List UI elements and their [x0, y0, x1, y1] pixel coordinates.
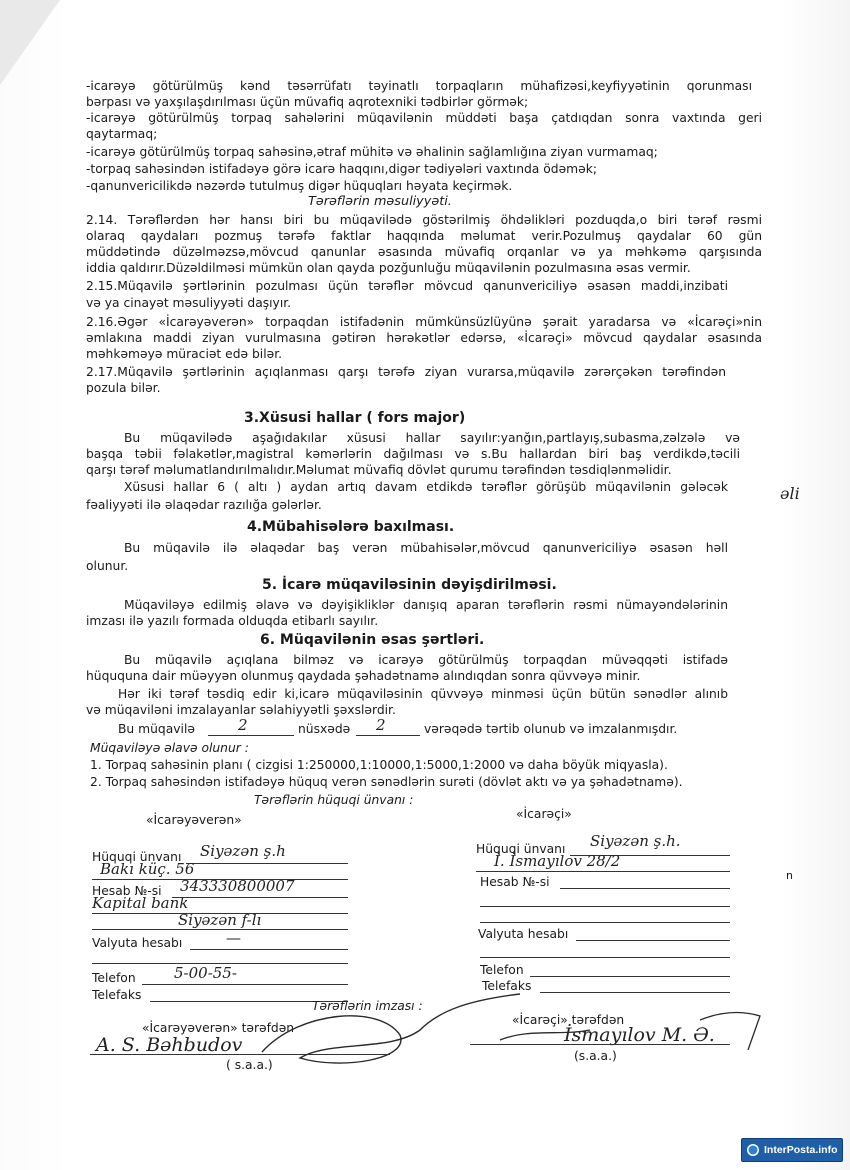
copies-prefix: Bu müqavilə	[118, 722, 195, 736]
lessee-signature-stroke	[500, 1013, 760, 1050]
lessee-address-1: Siyəzən ş.h.	[590, 832, 681, 850]
lessor-account-label: Hesab №-si	[92, 884, 162, 898]
obligation-line: -qanunvericilikdə nəzərdə tutulmuş digər hüquqları həyata keçirmək.	[86, 179, 513, 193]
lessor-bank-1: Kapital bank	[92, 894, 189, 912]
lessee-phone-label: Telefon	[480, 963, 524, 977]
lessee-title: «İcarəçi»	[516, 807, 572, 821]
clause-2-14: iddia qaldırır.Düzəldilməsi mümkün olan qayda pozğunluğu müqavilənin pozulmasına əsas vermir.	[86, 261, 691, 275]
lessor-saa: ( s.a.a.)	[226, 1058, 273, 1072]
lessor-phone: 5-00-55-	[174, 964, 237, 982]
section-5-text: Müqaviləyə edilmiş əlavə və dəyişikliklər danışıq aparan tərəflərin rəsmi nümayəndələrinin	[124, 598, 728, 612]
lessee-account-label: Hesab №-si	[480, 875, 550, 889]
section-5-text: imzası ilə yazılı formada olduqda etibarlı sayılır.	[86, 614, 379, 628]
copies-mid: nüsxədə	[298, 722, 351, 736]
watermark-label: InterPosta.info	[764, 1144, 838, 1156]
lessor-address-1: Siyəzən ş.h	[200, 842, 286, 860]
obligation-line: -icarəyə götürülmüş torpaq sahəsinə,ətraf mühitə və əhalinin sağlamlığına ziyan vurmamaq;	[86, 145, 658, 159]
lessor-account: 343330800007	[180, 877, 295, 895]
section-4-text: Bu müqavilə ilə əlaqədar baş verən mübahisələr,mövcud qanunvericiliyə əsasən həll	[124, 541, 728, 555]
lessor-bank-2: Siyəzən f-lı	[178, 911, 262, 929]
annex-title: Müqaviləyə əlavə olunur :	[90, 741, 249, 755]
section-3-text: Bu müqavilədə aşağıdakılar xüsusi hallar sayılır:yanğın,partlayış,subasma,zəlzələ və	[124, 431, 740, 445]
clause-2-14: müddətində düzəlməzsə,mövcud qanunlar əsasında müvafiq orqanlar və ya məhkəmə qarşısında	[86, 245, 762, 259]
section-6-text: hüququna dair müəyyən olunmuş qaydada şəhadətnamə alındıqdan sonra qüvvəyə minir.	[86, 669, 641, 683]
lessor-currency: —	[226, 929, 241, 947]
clause-2-17: 2.17.Müqavilə şərtlərinin açıqlanması qarşı tərəfə ziyan vurarsa,müqavilə zərərçəkən tərəfindən	[86, 365, 726, 379]
section-5-heading: 5. İcarə müqaviləsinin dəyişdirilməsi.	[262, 577, 557, 593]
side-note: n	[786, 869, 793, 882]
lessor-address-2: Bakı küç. 56	[100, 860, 195, 878]
section-3-text: Xüsusi hallar 6 ( altı ) aydan artıq davam etdikdə tərəflər görüşüb müqavilənin gələcək	[124, 480, 728, 494]
annex-item: 2. Torpaq sahəsindən istifadəyə hüquq verən sənədlərin surəti (dövlət aktı və ya şəhadətnamə).	[90, 775, 683, 789]
lessee-address-2: İ. İsmayılov 28/2	[494, 852, 621, 870]
interposta-watermark	[741, 1138, 843, 1162]
margin-handwriting: əli	[780, 484, 800, 503]
section-3-text: qarşı tərəf məlumatlandırılmalıdır.Məlumat müvafiq dövlət qurumu tərəfindən təsdiqlənməlidir.	[86, 463, 672, 477]
lessor-title: «İcarəyəverən»	[146, 813, 242, 827]
pages-count: 2	[376, 716, 386, 734]
section-6-text: Bu müqavilə açıqlana bilməz və icarəyə götürülmüş torpaqdan müvəqqəti istifadə	[124, 653, 728, 667]
clause-2-14: olaraq qaydaları pozmuş tərəfə faktlar haqqında məlumat verir.Pozulmuş qaydalar 60 gün	[86, 229, 762, 243]
section-4-text: olunur.	[86, 559, 129, 573]
clause-2-17: pozula bilər.	[86, 381, 161, 395]
copies-count: 2	[238, 716, 248, 734]
clause-2-15: və ya cinayət məsuliyyəti daşıyır.	[86, 296, 292, 310]
clause-2-16: məhkəməyə müraciət edə bilər.	[86, 347, 283, 361]
copies-suffix: vərəqədə tərtib olunub və imzalanmışdır.	[424, 722, 678, 736]
clause-2-16: 2.16.Əgər «İcarəyəverən» torpaqdan istifadənin mümkünsüzlüyünə şərait yaradarsa və «İcarəçi»nin	[86, 315, 762, 329]
clause-2-16: əmlakına maddi ziyan vurulmasına gətirən hərəkətlər edərsə, «İcarəçi» mövcud qaydalar əsasında	[86, 331, 762, 345]
lessor-fax-label: Telefaks	[92, 988, 142, 1002]
obligation-line: -icarəyə götürülmüş kənd təsərrüfatı təyinatlı torpaqların mühafizəsi,keyfiyyətinin qorunması	[86, 79, 752, 93]
lessor-side-label: «İcarəyəverən» tərəfdən	[142, 1021, 295, 1035]
section-6-text: və müqaviləni imzalayanlar səlahiyyətli şəxslərdir.	[86, 703, 396, 717]
section-3-text: başqa təbii fəlakətlər,magistral kəmərlərin dağılması və s.Bu hallardan biri baş verdikdə,təcili	[86, 447, 740, 461]
section-3-heading: 3.Xüsusi hallar ( fors major)	[244, 410, 466, 426]
lessee-side-label: «İcarəçi» tərəfdən	[512, 1013, 625, 1027]
obligation-line: qaytarmaq;	[86, 127, 158, 141]
lessor-phone-label: Telefon	[92, 971, 136, 985]
globe-icon	[746, 1143, 760, 1157]
obligation-line: -torpaq sahəsindən istifadəyə görə icarə haqqını,digər tədiyələri vaxtında ödəmək;	[86, 162, 597, 176]
lessor-address-label: Hüquqi ünvanı	[92, 850, 182, 864]
parties-heading: Tərəflərin hüquqi ünvanı :	[254, 793, 414, 807]
lessor-currency-label: Valyuta hesabı	[92, 936, 183, 950]
lessor-signature: A. S. Bəhbudov	[96, 1034, 243, 1056]
obligation-line: bərpası və yaxşılaşdırılması üçün müvafiq aqrotexniki tədbirlər görmək;	[86, 95, 529, 109]
lessor-signature-stroke	[262, 994, 520, 1063]
clause-2-15: 2.15.Müqavilə şərtlərinin pozulması üçün tərəflər mövcud qanunvericiliyə əsasən maddi,inzibati	[86, 279, 728, 293]
responsibility-heading: Tərəflərin məsuliyyəti.	[308, 194, 452, 209]
lessee-signature: İsmayılov M. Ə.	[564, 1024, 715, 1046]
section-6-heading: 6. Müqavilənin əsas şərtləri.	[260, 632, 485, 648]
lessee-saa: (s.a.a.)	[574, 1049, 617, 1063]
section-4-heading: 4.Mübahisələrə baxılması.	[247, 519, 455, 535]
section-6-text: Hər iki tərəf təsdiq edir ki,icarə müqaviləsinin qüvvəyə minməsi üçün bütün sənədlər alınıb	[118, 687, 728, 701]
signatures-heading: Tərəflərin imzası :	[312, 999, 423, 1013]
annex-item: 1. Torpaq sahəsinin planı ( cizgisi 1:250000,1:10000,1:5000,1:2000 və daha böyük miqyasla).	[90, 758, 668, 772]
obligation-line: -icarəyə götürülmüş torpaq sahələrini müqavilənin müddəti başa çatdıqdan sonra vaxtında geri	[86, 111, 762, 125]
clause-2-14: 2.14. Tərəflərdən hər hansı biri bu müqavilədə göstərilmiş öhdəlikləri pozduqda,o biri tərəf rəsmi	[86, 213, 762, 227]
lessee-fax-label: Telefaks	[482, 979, 532, 993]
section-3-text: fəaliyyəti ilə əlaqədar razılığa gələrlər.	[86, 498, 322, 512]
lessee-currency-label: Valyuta hesabı	[478, 927, 569, 941]
lessee-address-label: Hüquqi ünvanı	[476, 842, 566, 856]
